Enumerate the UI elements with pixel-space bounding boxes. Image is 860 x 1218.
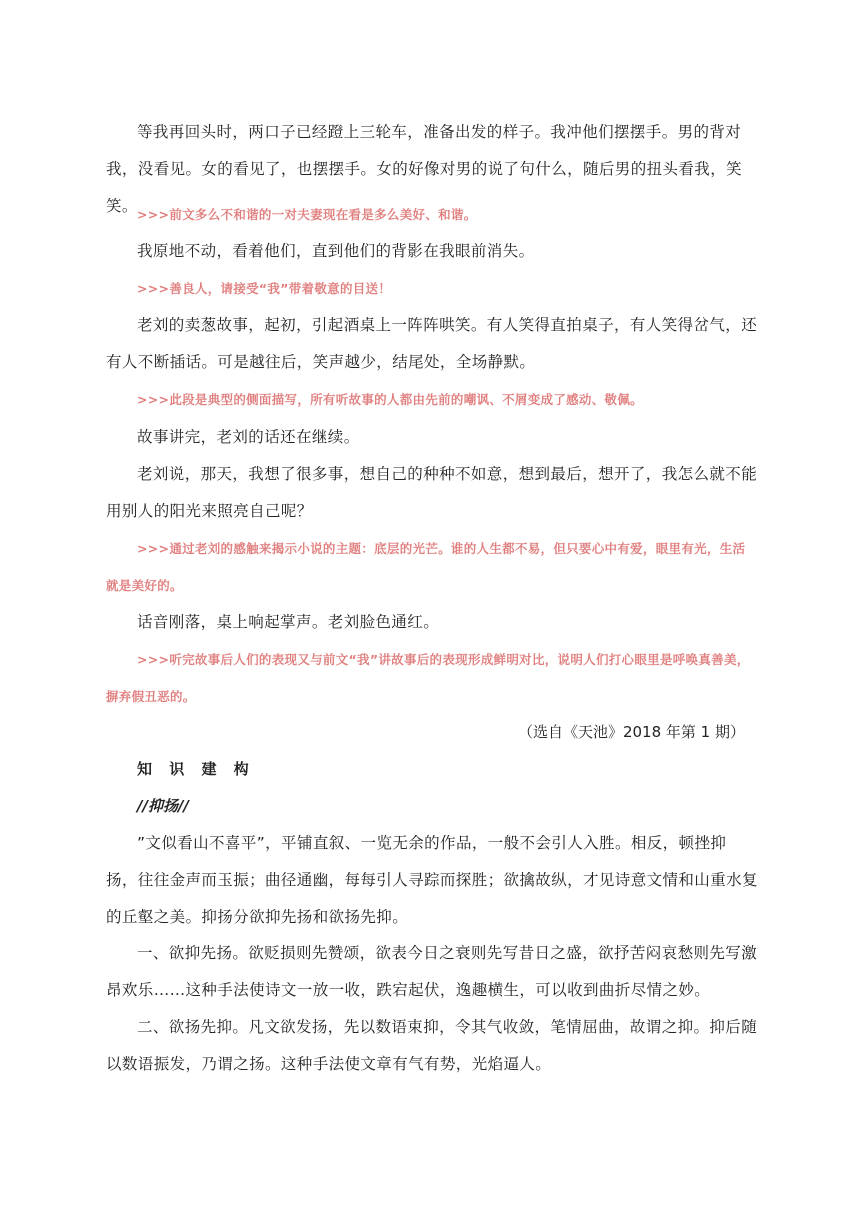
annotation-side-description: >>>此段是典型的侧面描写，所有听故事的人都由先前的嘲讽、不屑变成了感动、敬佩。 — [137, 392, 643, 407]
annotation-couple-harmony: >>>前文多么不和谐的一对夫妻现在看是多么美好、和谐。 — [137, 207, 477, 222]
story-paragraph-applause: 话音刚落，桌上响起掌声。老刘脸色通红。 — [137, 613, 440, 631]
technique-point-one: 一、欲抑先扬。欲贬损则先赞颂，欲表今日之衰则先写昔日之盛，欲抒苦闷哀愁则先写激昂欢乐……这种手法使诗文一放一收，跌宕起伏，逸趣横生，可以收到曲折尽情之妙。 — [106, 944, 758, 999]
annotation-respectful-gaze: >>>善良人，请接受“我”带着敬意的目送！ — [137, 281, 392, 296]
section-heading: 知 识 建 构 — [137, 760, 255, 778]
story-paragraph-watching: 我原地不动，看着他们，直到他们的背影在我眼前消失。 — [137, 242, 535, 260]
story-paragraph-farewell: 等我再回头时，两口子已经蹬上三轮车，准备出发的样子。我冲他们摆摆手。男的背对我，没看见。女的看见了，也摆摆手。女的好像对男的说了句什么，随后男的扭头看我，笑笑。 — [106, 123, 743, 215]
source-citation: （选自《天池》2018 年第 1 期） — [517, 723, 745, 741]
technique-point-two: 二、欲扬先抑。凡文欲发扬，先以数语束抑，令其气收敛，笔情屈曲，故谓之抑。抑后随以数语振发，乃谓之扬。这种手法使文章有气有势，光焰逼人。 — [106, 1018, 758, 1073]
story-paragraph-laughter: 老刘的卖葱故事，起初，引起酒桌上一阵阵哄笑。有人笑得直拍桌子，有人笑得岔气，还有人不断插话。可是越往后，笑声越少，结尾处，全场静默。 — [106, 316, 758, 371]
annotation-contrast: >>>听完故事后人们的表现又与前文“我”讲故事后的表现形成鲜明对比，说明人们打心眼里是呼唤真善美，摒弃假丑恶的。 — [106, 652, 750, 704]
technique-intro-paragraph: ”文似看山不喜平”，平铺直叙、一览无余的作品，一般不会引人入胜。相反，顿挫抑扬，往往金声而玉振；曲径通幽，每每引人寻踪而探胜；欲擒故纵，才见诗意文情和山重水复的丘壑之美。抑扬分欲抑先扬和欲扬先抑。 — [106, 834, 758, 926]
topic-heading: //抑扬// — [137, 797, 189, 815]
story-paragraph-story-ended: 故事讲完，老刘的话还在继续。 — [137, 428, 360, 446]
annotation-theme: >>>通过老刘的感触来揭示小说的主题：底层的光芒。谁的人生都不易，但只要心中有爱，眼里有光，生活就是美好的。 — [106, 541, 746, 593]
story-paragraph-reflection: 老刘说，那天，我想了很多事，想自己的种种不如意，想到最后，想开了，我怎么就不能用别人的阳光来照亮自己呢？ — [106, 465, 758, 520]
